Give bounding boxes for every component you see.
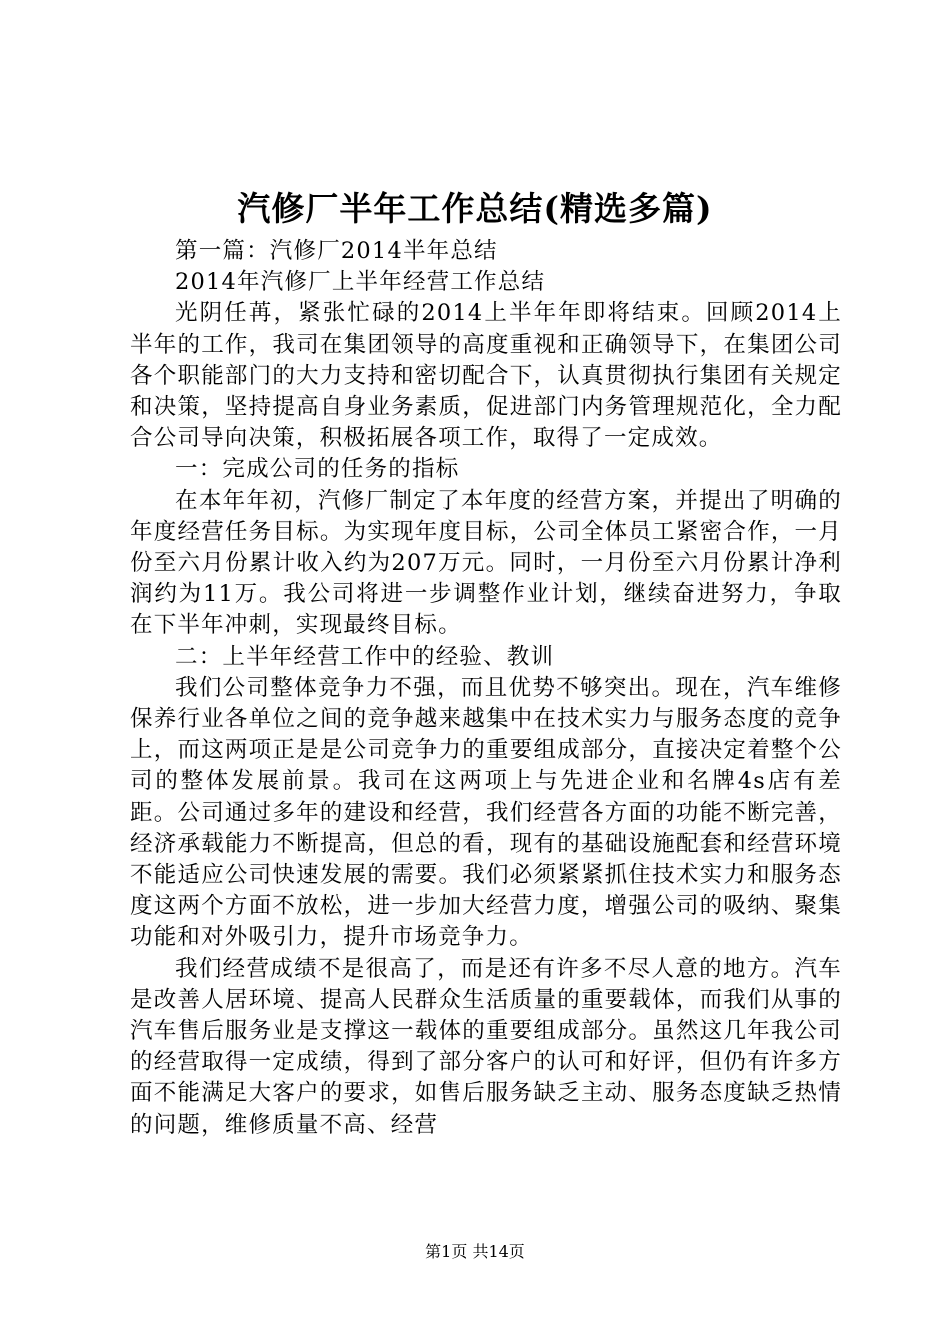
- document-body: [130, 236, 842, 1141]
- paragraph: 在本年年初，汽修厂制定了本年度的经营方案，并提出了明确的年度经营任务目标。为实现年度目标，公司全体员工紧密合作，一月份至六月份累计收入约为207万元。同时，一月份至六月份累计净利润约为11万。我公司将进一步调整作业计划，继续奋进努力，争取在下半年冲刺，实现最终目标。: [130, 487, 842, 639]
- page-footer: 第1页 共14页: [425, 1242, 525, 1261]
- section-heading: 第一篇：汽修厂2014半年总结: [175, 238, 498, 264]
- section-heading: 一：完成公司的任务的指标: [175, 456, 460, 483]
- paragraph: 我们经营成绩不是很高了，而是还有许多不尽人意的地方。汽车是改善人居环境、提高人民群众生活质量的重要载体，而我们从事的汽车售后服务业是支撑这一载体的重要组成部分。虽然这几年我公司的经营取得一定成绩，得到了部分客户的认可和好评，但仍有许多方面不能满足大客户的要求，如售后服务缺乏主动、服务态度缺乏热情的问题，维修质量不高、经营: [130, 955, 842, 1138]
- paragraph: 光阴任苒，紧张忙碌的2014上半年年即将结束。回顾2014上半年的工作，我司在集团领导的高度重视和正确领导下，在集团公司各个职能部门的大力支持和密切配合下，认真贯彻执行集团有关规定和决策，坚持提高自身业务素质，促进部门内务管理规范化，全力配合公司导向决策，积极拓展各项工作，取得了一定成效。: [130, 300, 842, 452]
- section-heading: 二：上半年经营工作中的经验、教训: [175, 643, 555, 670]
- subtitle: 2014年汽修厂上半年经营工作总结: [175, 269, 546, 296]
- paragraph: 我们公司整体竞争力不强，而且优势不够突出。现在，汽车维修保养行业各单位之间的竞争越来越集中在技术实力与服务态度的竞争上，而这两项正是是公司竞争力的重要组成部分，直接决定着整个公司的整体发展前景。我司在这两项上与先进企业和名牌4s店有差距。公司通过多年的建设和经营，我们经营各方面的功能不断完善，经济承载能力不断提高，但总的看，现有的基础设施配套和经营环境不能适应公司快速发展的需要。我们必须紧紧抓住技术实力和服务态度这两个方面不放松，进一步加大经营力度，增强公司的吸纳、聚集功能和对外吸引力，提升市场竞争力。: [130, 674, 842, 951]
- document-title: 汽修厂半年工作总结(精选多篇): [237, 189, 713, 228]
